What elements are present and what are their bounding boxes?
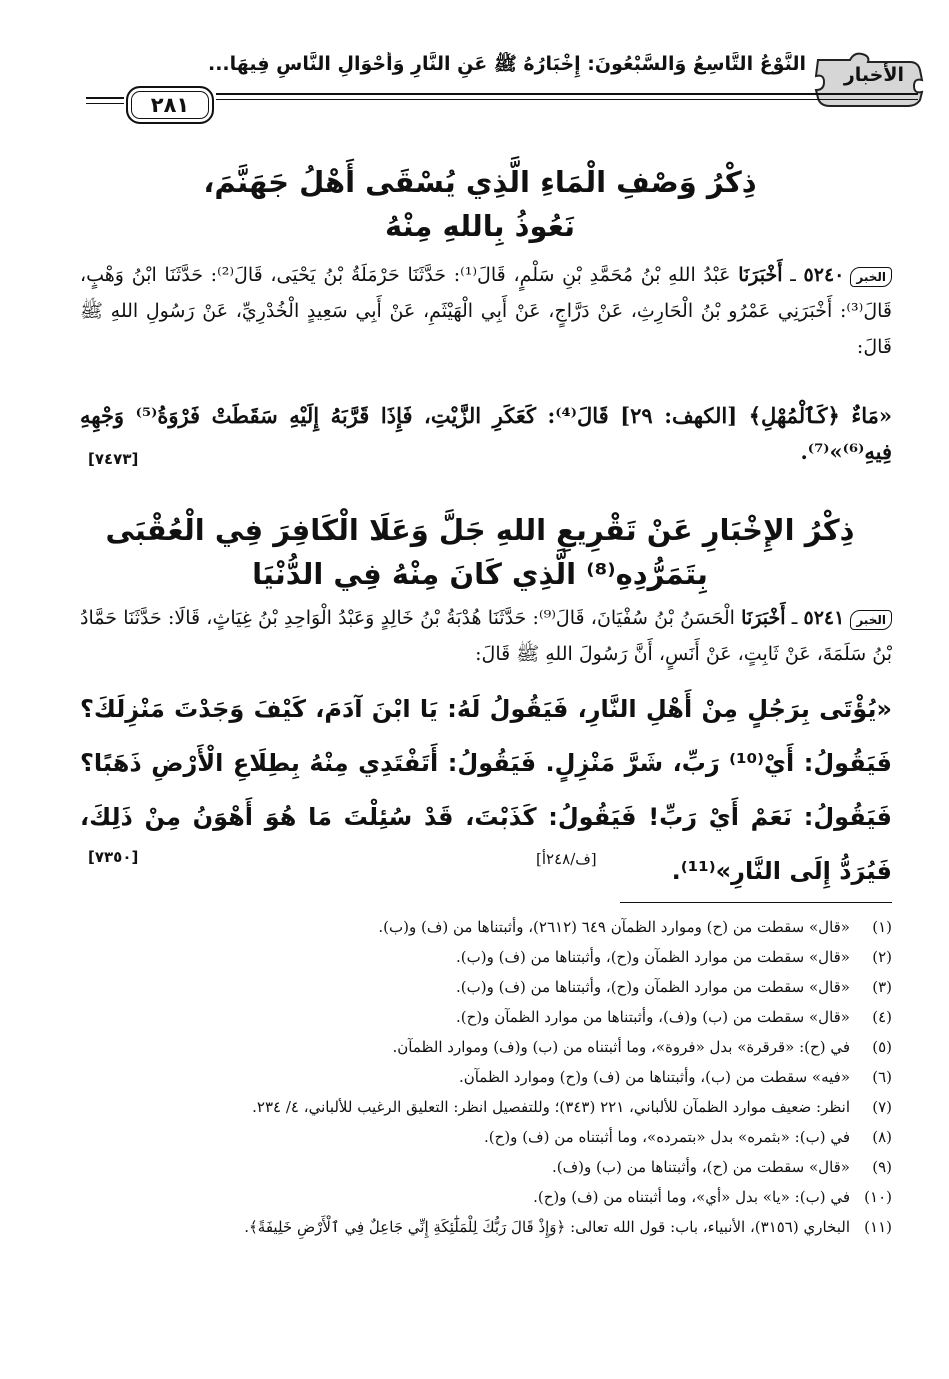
footnote-text: انظر: ضعيف موارد الظمآن للألباني، ٢٢١ (٣٤٣)؛ وللتفصيل انظر: التعليق الرغيب للألباني، ٤/ ٢٣٤. bbox=[252, 1098, 850, 1116]
page-number-frame bbox=[126, 86, 214, 124]
footnote-number: (١١) bbox=[864, 1218, 892, 1236]
footnote-text: «قال» سقطت من (ب) و(ف)، وأثبتناها من موارد الظمآن و(ح). bbox=[456, 1008, 850, 1026]
matn-text: «يُؤْتَى بِرَجُلٍ مِنْ أَهْلِ النَّارِ، فَيَقُولُ لَهُ: يَا ابْنَ آدَمَ، كَيْفَ وَجَدْتَ مَنْزِلَكَ؟ فَيَقُولُ: أَيْ⁽¹⁰⁾ رَبِّ، شَرَّ مَنْزِلٍ. فَيَقُولُ: أَتَفْتَدِي مِنْهُ بِطِلَاعِ الْأَرْضِ ذَهَبًا؟ فَيَقُولُ: نَعَمْ أَيْ رَبِّ! فَيَقُولُ: كَذَبْتَ، قَدْ سُئِلْتَ مَا هُوَ أَهْوَنُ مِنْ ذَلِكَ، فَيُرَدُّ إِلَى النَّارِ»⁽¹¹⁾. bbox=[80, 695, 893, 885]
footnote-item bbox=[80, 1032, 892, 1062]
footnote-text: «قال» سقطت من (ح)، وأثبتناها من (ب) و(ف). bbox=[551, 1158, 850, 1176]
akhbarana-word: أَخْبَرَنَا bbox=[741, 607, 786, 629]
page-header bbox=[86, 50, 926, 124]
footnote-text: في (ب): «يا» بدل «أي»، وما أثبتناه من (ف) و(ح). bbox=[533, 1188, 850, 1206]
hadith-matn bbox=[80, 398, 892, 470]
hadith-reference: [٧٤٧٣] bbox=[88, 450, 139, 468]
running-title: النَّوْعُ التَّاسِعُ وَالسَّبْعُونَ: إِخْبَارُهُ ﷺ عَنِ النَّارِ وَأَحْوَالِ النَّاسِ فِيهَا... bbox=[208, 53, 806, 75]
hadith-number: ٥٢٤٠ bbox=[803, 264, 845, 286]
footnote-item bbox=[80, 1122, 892, 1152]
footnote-separator bbox=[620, 902, 892, 903]
khabar-icon: الخبر bbox=[850, 267, 892, 287]
akhbarana-word: أَخْبَرَنَا bbox=[738, 264, 783, 286]
footnote-text: في (ب): «بثمره» بدل «بتمرده»، وما أثبتناه من (ف) و(ح). bbox=[484, 1128, 850, 1146]
header-rule-left-thin bbox=[86, 103, 124, 104]
footnote-number: (٣) bbox=[872, 978, 892, 996]
hadith-isnad: الخبر٥٢٤٠ ـ أَخْبَرَنَا عَبْدُ اللهِ بْنُ مُحَمَّدِ بْنِ سَلْمٍ، قَالَ⁽¹⁾: حَدَّثَنَا حَرْمَلَةُ بْنُ يَحْيَى، قَالَ⁽²⁾: حَدَّثَنَا ابْنُ وَهْبٍ، قَالَ⁽³⁾: أَخْبَرَنِي عَمْرُو بْنُ الْحَارِثِ، عَنْ دَرَّاجٍ، عَنْ أَبِي الْهَيْثَمِ، عَنْ أَبِي سَعِيدٍ الْخُدْرِيِّ، عَنْ رَسُولِ اللهِ ﷺ قَالَ: bbox=[80, 264, 892, 358]
footnote-text: «قال» سقطت من موارد الظمآن و(ح)، وأثبتناها من (ف) و(ب). bbox=[456, 948, 850, 966]
section-heading-line: ذِكْرُ وَصْفِ الْمَاءِ الَّذِي يُسْقَى أَهْلُ جَهَنَّمَ، bbox=[203, 165, 757, 199]
footnote-number: (٧) bbox=[872, 1098, 892, 1116]
footnote-item bbox=[80, 1152, 892, 1182]
footnote-text: «فيه» سقطت من (ب)، وأثبتناها من (ف) و(ح) وموارد الظمآن. bbox=[458, 1068, 850, 1086]
footnote-item bbox=[80, 1092, 892, 1122]
hadith-reference: [٧٣٥٠] bbox=[88, 848, 139, 866]
khabar-icon: الخبر bbox=[850, 610, 892, 630]
section-heading-line: ذِكْرُ الإِخْبَارِ عَنْ تَقْرِيعِ اللهِ جَلَّ وَعَلَا الْكَافِرَ فِي الْعُقْبَى bbox=[105, 513, 855, 547]
footnote-item bbox=[80, 1002, 892, 1032]
footnote-number: (٩) bbox=[872, 1158, 892, 1176]
header-rule-thin bbox=[216, 99, 918, 100]
footnote-number: (٦) bbox=[872, 1068, 892, 1086]
page-number: ٢٨١ bbox=[150, 93, 190, 117]
folio-marker: [ف/٢٤٨أ] bbox=[536, 850, 597, 868]
footnote-item bbox=[80, 912, 892, 942]
footnote-item bbox=[80, 1062, 892, 1092]
footnote-item bbox=[80, 1182, 892, 1212]
footnote-number: (١٠) bbox=[864, 1188, 892, 1206]
hadith-number: ٥٢٤١ bbox=[803, 607, 845, 629]
footnote-item bbox=[80, 972, 892, 1002]
section-tag-label: الأخبار bbox=[843, 64, 904, 86]
hadith-isnad: الخبر٥٢٤١ ـ أَخْبَرَنَا الْحَسَنُ بْنُ سُفْيَانَ، قَالَ⁽⁹⁾: حَدَّثَنَا هُدْبَةُ بْنُ خَالِدٍ وَعَبْدُ الْوَاحِدِ بْنُ غِيَاثٍ، قَالَا: حَدَّثَنَا حَمَّادُ بْنُ سَلَمَةَ، عَنْ ثَابِتٍ، عَنْ أَنَسٍ، أَنَّ رَسُولَ اللهِ ﷺ قَالَ: bbox=[80, 607, 892, 665]
hadith-matn bbox=[80, 682, 892, 898]
matn-text: «مَاءٌ ﴿كَٱلْمُهْلِ﴾ [الكهف: ٢٩] قَالَ⁽⁴⁾: كَعَكَرِ الزَّيْتِ، فَإِذَا قَرَّبَهُ إِلَيْهِ سَقَطَتْ فَرْوَةُ⁽⁵⁾ وَجْهِهِ فِيهِ⁽⁶⁾»⁽⁷⁾. bbox=[80, 403, 892, 464]
footnote-text: «قال» سقطت من (ح) وموارد الظمآن ٦٤٩ (٢٦١٢)، وأثبتناها من (ف) و(ب). bbox=[378, 918, 850, 936]
section-heading bbox=[80, 508, 880, 596]
header-rule-left bbox=[86, 97, 124, 99]
isnad-text: عَبْدُ اللهِ بْنُ مُحَمَّدِ بْنِ سَلْمٍ، قَالَ⁽¹⁾: حَدَّثَنَا حَرْمَلَةُ بْنُ يَحْيَى، قَالَ⁽²⁾: حَدَّثَنَا ابْنُ وَهْبٍ، قَالَ⁽³⁾: أَخْبَرَنِي عَمْرُو بْنُ الْحَارِثِ، عَنْ دَرَّاجٍ، عَنْ أَبِي الْهَيْثَمِ، عَنْ أَبِي سَعِيدٍ الْخُدْرِيِّ، عَنْ رَسُولِ اللهِ ﷺ قَالَ: bbox=[80, 264, 892, 358]
footnote-number: (١) bbox=[872, 918, 892, 936]
footnote-text: «قال» سقطت من موارد الظمآن و(ح)، وأثبتناها من (ف) و(ب). bbox=[456, 978, 850, 996]
section-heading bbox=[80, 160, 880, 248]
footnote-number: (٨) bbox=[872, 1128, 892, 1146]
footnote-number: (٢) bbox=[872, 948, 892, 966]
footnote-number: (٥) bbox=[872, 1038, 892, 1056]
isnad-text: الْحَسَنُ بْنُ سُفْيَانَ، قَالَ⁽⁹⁾: حَدَّثَنَا هُدْبَةُ بْنُ خَالِدٍ وَعَبْدُ الْوَاحِدِ بْنُ غِيَاثٍ، قَالَا: حَدَّثَنَا حَمَّادُ بْنُ سَلَمَةَ، عَنْ ثَابِتٍ، عَنْ أَنَسٍ، أَنَّ رَسُولَ اللهِ ﷺ قَالَ: bbox=[80, 607, 892, 665]
footnote-text: في (ح): «قرقرة» بدل «فروة»، وما أثبتناه من (ب) و(ف) وموارد الظمآن. bbox=[392, 1038, 850, 1056]
footnote-item bbox=[80, 942, 892, 972]
section-heading-line: نَعُوذُ بِاللهِ مِنْهُ bbox=[385, 209, 575, 243]
footnotes bbox=[80, 912, 892, 1242]
header-rule bbox=[216, 93, 918, 95]
footnote-item bbox=[80, 1212, 892, 1242]
footnote-text: البخاري (٣١٥٦)، الأنبياء، باب: قول الله تعالى: ﴿وَإِذْ قَالَ رَبُّكَ لِلْمَلَٰٓئِكَةِ إِنِّي جَاعِلٌ فِي ٱلْأَرْضِ خَلِيفَةً﴾. bbox=[244, 1218, 850, 1236]
section-heading-line: بِتَمَرُّدِهِ⁽⁸⁾ الَّذِي كَانَ مِنْهُ فِي الدُّنْيَا bbox=[252, 557, 708, 591]
footnote-number: (٤) bbox=[872, 1008, 892, 1026]
